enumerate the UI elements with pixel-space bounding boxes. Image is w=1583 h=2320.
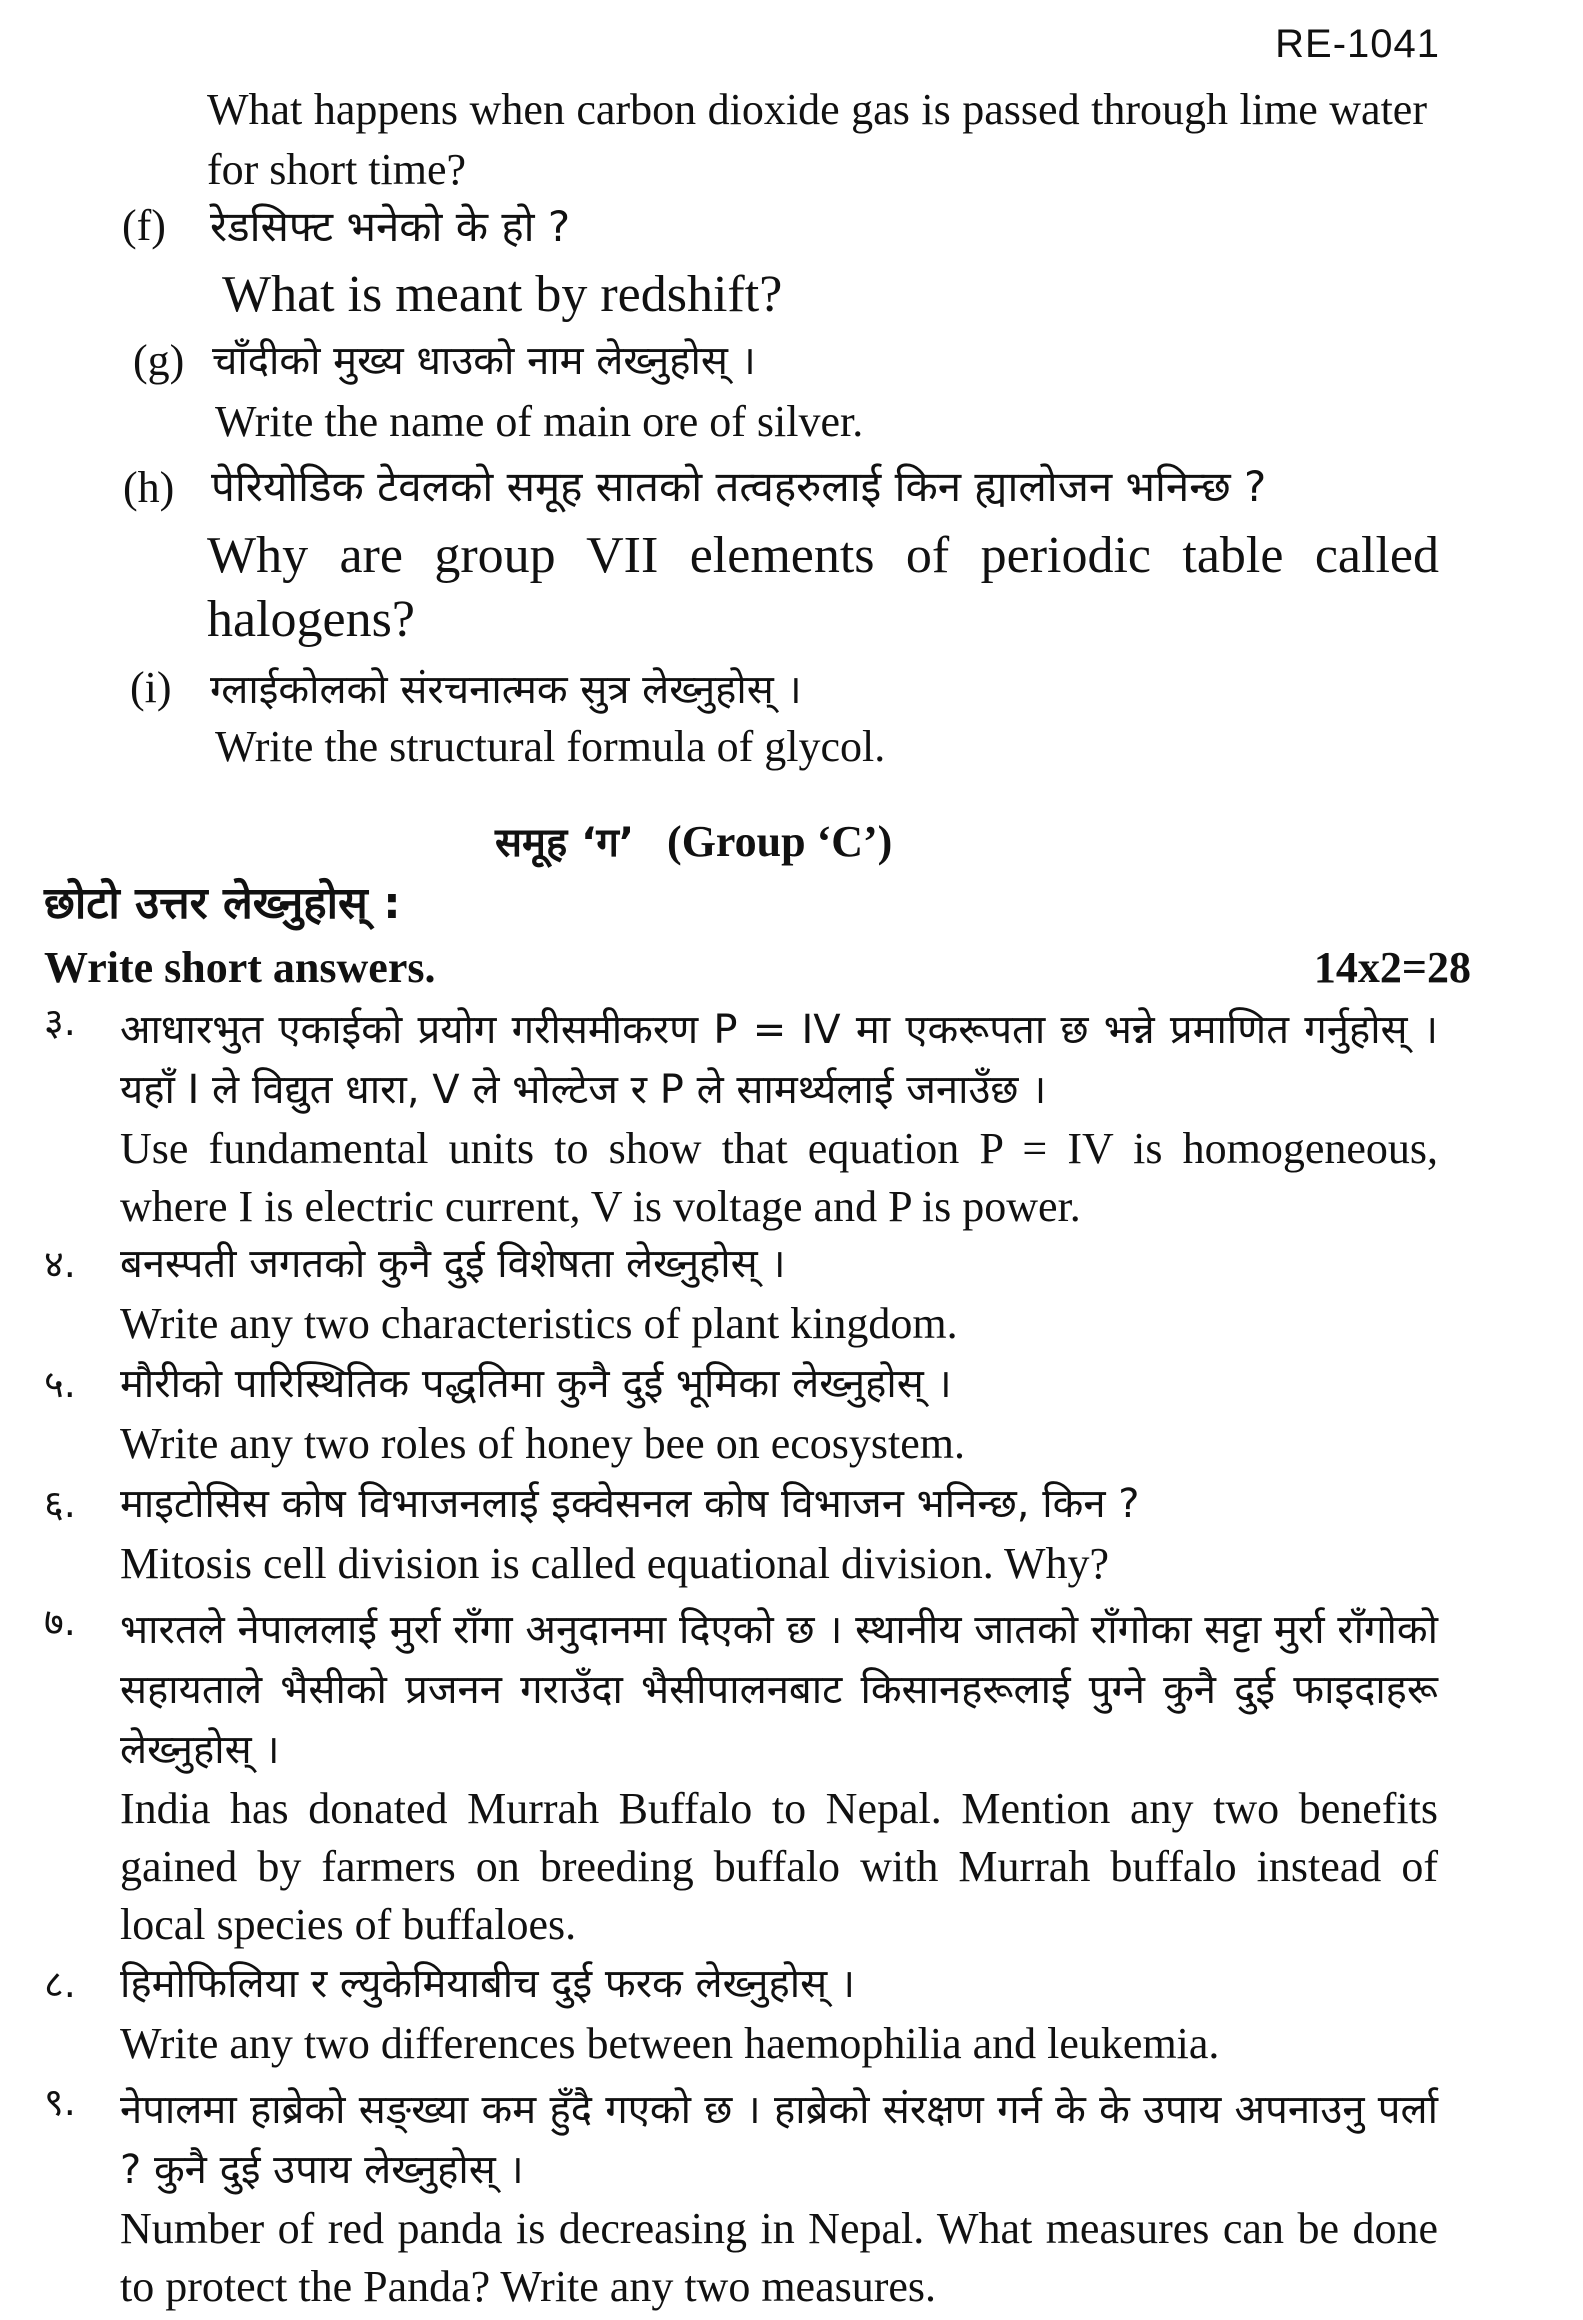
question-8-nepali: हिमोफिलिया र ल्युकेमियाबीच दुई फरक लेख्नुहोस् । bbox=[120, 1961, 856, 2007]
question-label-g: (g) bbox=[133, 336, 185, 385]
group-c-heading bbox=[495, 818, 892, 866]
question-f-nepali: रेडसिफ्ट भनेको के हो ? bbox=[210, 202, 571, 251]
question-number-6: ६. bbox=[44, 1482, 76, 1526]
question-number-7: ७. bbox=[44, 1600, 76, 1644]
question-h-nepali: पेरियोडिक टेवलको समूह सातको तत्वहरुलाई किन ह्यालोजन भनिन्छ ? bbox=[211, 462, 1267, 511]
question-number-9: ९. bbox=[44, 2080, 76, 2124]
question-g-english: Write the name of main ore of silver. bbox=[215, 397, 864, 446]
question-number-4: ४. bbox=[44, 1242, 76, 1286]
group-c-title-english: (Group ‘C’) bbox=[667, 817, 893, 866]
question-label-h: (h) bbox=[123, 463, 175, 512]
question-4-nepali: बनस्पती जगतको कुनै दुई विशेषता लेख्नुहोस् । bbox=[120, 1241, 786, 1287]
group-c-title-nepali: समूह ‘ग’ bbox=[495, 820, 635, 866]
question-i-nepali: ग्लाईकोलको संरचनात्मक सुत्र लेख्नुहोस् । bbox=[210, 667, 802, 713]
instruction-nepali: छोटो उत्तर लेख्नुहोस् : bbox=[44, 878, 401, 929]
question-7-nepali: भारतले नेपाललाई मुर्रा राँगा अनुदानमा दिएको छ । स्थानीय जातको राँगोका सट्टा मुर्रा राँगोको सहायताले भैसीको प्रजनन गराउँदा भैसीपालनबाट किसानहरूलाई पुग्ने कुनै दुई फाइदाहरू लेख्नुहोस् । bbox=[120, 1607, 1438, 1773]
question-8-english: Write any two differences between haemophilia and leukemia. bbox=[120, 2019, 1220, 2068]
question-g-nepali: चाँदीको मुख्य धाउको नाम लेख्नुहोस् । bbox=[212, 338, 756, 384]
question-i-english: Write the structural formula of glycol. bbox=[215, 722, 886, 771]
question-label-i: (i) bbox=[130, 663, 172, 712]
question-9-english: Number of red panda is decreasing in Nepal. What measures can be done to protect the Panda? Write any two measures. bbox=[120, 2204, 1438, 2311]
question-f-english: What is meant by redshift? bbox=[222, 266, 783, 323]
marks-allocation: 14x2=28 bbox=[1313, 943, 1471, 992]
question-7-english: India has donated Murrah Buffalo to Nepal. Mention any two benefits gained by farmers on breeding buffalo with Murrah buffalo instead of local species of buffaloes. bbox=[120, 1784, 1438, 1949]
question-5-nepali: मौरीको पारिस्थितिक पद्धतिमा कुनै दुई भूमिका लेख्नुहोस् । bbox=[120, 1361, 952, 1407]
question-6-nepali: माइटोसिस कोष विभाजनलाई इक्वेसनल कोष विभाजन भनिन्छ, किन ? bbox=[120, 1481, 1140, 1527]
question-9-nepali: नेपालमा हाब्रेको सङ्ख्या कम हुँदै गएको छ । हाब्रेको संरक्षण गर्न के के उपाय अपनाउनु पर्ला ? कुनै दुई उपाय लेख्नुहोस् । bbox=[120, 2087, 1438, 2193]
question-4-english: Write any two characteristics of plant kingdom. bbox=[120, 1299, 958, 1348]
question-3-nepali: आधारभुत एकाईको प्रयोग गरीसमीकरण P = IV मा एकरूपता छ भन्ने प्रमाणित गर्नुहोस् । यहाँ I ले विद्युत धारा, V ले भोल्टेज र P ले सामर्थ्यलाई जनाउँछ । bbox=[120, 1007, 1438, 1113]
paper-code: RE-1041 bbox=[1275, 22, 1440, 66]
question-number-5: ५. bbox=[44, 1362, 76, 1406]
question-number-8: ८. bbox=[44, 1962, 76, 2006]
question-3-english: Use fundamental units to show that equation P = IV is homogeneous, where I is electric current, V is voltage and P is power. bbox=[120, 1124, 1438, 1231]
question-number-3: ३. bbox=[44, 1000, 76, 1044]
question-h-english: Why are group VII elements of periodic table called halogens? bbox=[207, 527, 1439, 648]
question-label-f: (f) bbox=[122, 201, 166, 250]
question-5-english: Write any two roles of honey bee on ecosystem. bbox=[120, 1419, 965, 1468]
carryover-question: What happens when carbon dioxide gas is passed through lime water for short time? bbox=[207, 85, 1427, 194]
instruction-english: Write short answers. bbox=[44, 943, 436, 992]
question-6-english: Mitosis cell division is called equational division. Why? bbox=[120, 1539, 1110, 1588]
